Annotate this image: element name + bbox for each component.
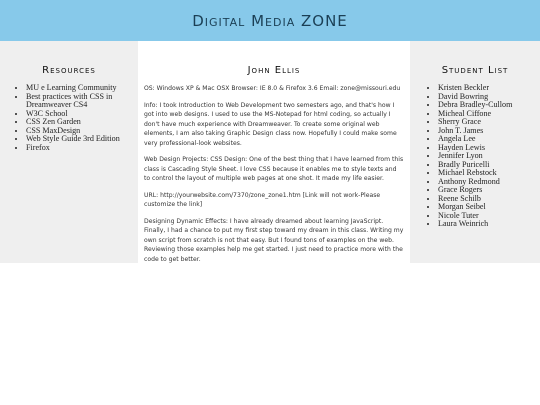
main-content-panel <box>138 41 410 263</box>
paragraph-system-info: OS: Windows XP & Mac OSX Browser: IE 8.0 & Firefox 3.6 Email: zone@missouri.edu <box>144 85 401 92</box>
paragraph-projects: Web Design Projects: CSS Design: One of the best thing that I have learned from this class is Cascading Style Sheet. I love CSS because it enables me to style texts and to control the layout of multiple web pages at one shot. It made my life easier. <box>144 156 404 182</box>
student-item: • Nicole Tuter <box>438 212 540 221</box>
student-list-panel <box>410 41 540 263</box>
resource-link-css-maxdesign[interactable]: • CSS MaxDesign <box>26 127 134 136</box>
student-item: • David Bowring <box>438 93 540 102</box>
student-item: • Sherry Grace <box>438 118 540 127</box>
student-item: • Grace Rogers <box>438 186 540 195</box>
student-item: • Reene Schilb <box>438 195 540 204</box>
student-item: • Hayden Lewis <box>438 144 540 153</box>
resources-list <box>0 84 138 152</box>
student-item: • Debra Bradley-Cullom <box>438 101 540 110</box>
resource-link-mu-elearning[interactable]: • MU e Learning Community <box>26 84 134 93</box>
resource-link-firefox[interactable]: • Firefox <box>26 144 134 153</box>
student-item: • Micheal Ciffone <box>438 110 540 119</box>
student-list <box>410 84 540 229</box>
resource-link-css-dreamweaver[interactable]: • Best practices with CSS in Dreamweaver CS4 <box>26 93 134 110</box>
site-title: Digital Media ZONE <box>192 11 348 30</box>
resource-link-w3c-school[interactable]: • W3C School <box>26 110 134 119</box>
main-text <box>138 84 410 264</box>
student-item: • John T. James <box>438 127 540 136</box>
resource-link-web-style-guide[interactable]: • Web Style Guide 3rd Edition <box>26 135 134 144</box>
student-item: • Anthony Redmond <box>438 178 540 187</box>
main-heading: John Ellis <box>247 65 301 76</box>
paragraph-url: URL: http://yourwebsite.com/7370/zone_zone1.htm [Link will not work-Please customize the link] <box>144 191 381 208</box>
resources-heading: Resources <box>42 65 96 76</box>
resources-panel <box>0 41 138 263</box>
resource-link-css-zen-garden[interactable]: • CSS Zen Garden <box>26 118 134 127</box>
student-list-heading: Student List <box>441 65 509 76</box>
student-item: • Michael Rebstock <box>438 169 540 178</box>
student-item: • Kristen Beckler <box>438 84 540 93</box>
paragraph-info: Info: I took Introduction to Web Development two semesters ago, and that's how I got into web designs. I used to use the MS-Notepad for html coding, so actually I don't have much experience with Dreamweaver. To create some original web elements, I am also taking Graphic Design class now. Hopefully I could make some very professional-look websites. <box>144 101 397 147</box>
site-header <box>0 0 540 41</box>
student-item: • Jennifer Lyon <box>438 152 540 161</box>
student-item: • Bradly Puricelli <box>438 161 540 170</box>
student-item: • Angela Lee <box>438 135 540 144</box>
student-item: • Laura Weinrich <box>438 220 540 229</box>
paragraph-dynamic-effects: Designing Dynamic Effects: I have already dreamed about learning JavaScript. Finally, I had a chance to put my first step toward my dream in this class. Writing my own script from scratch is not that easy. But I found tons of examples on the web. Reviewing those examples help me get started. I just need to practice more with the code to get better. <box>144 217 404 263</box>
student-item: • Morgan Seibel <box>438 203 540 212</box>
